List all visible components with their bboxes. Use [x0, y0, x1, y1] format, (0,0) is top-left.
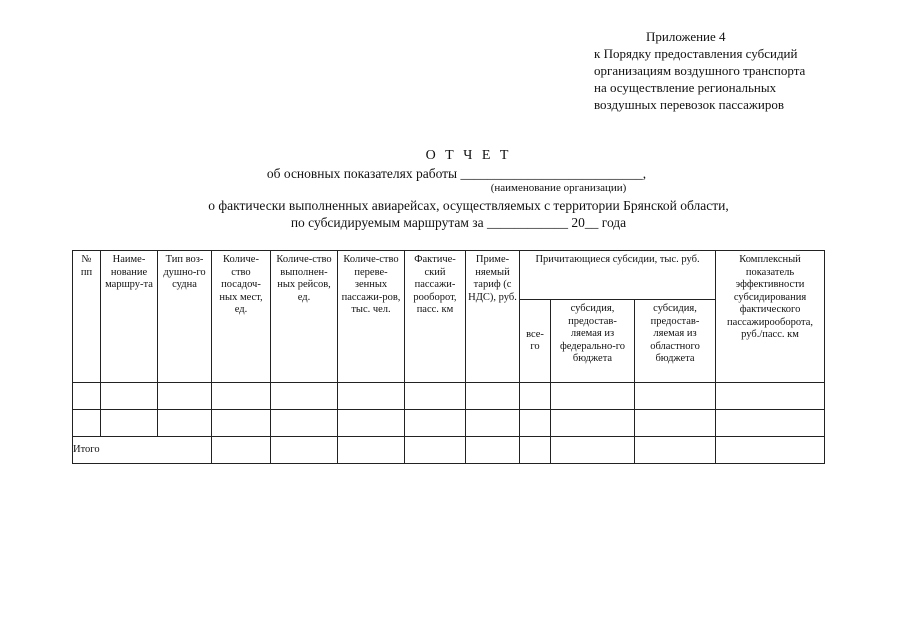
table-cell [338, 437, 405, 464]
appendix-line: Приложение 4 [646, 29, 726, 44]
table-cell [551, 383, 635, 410]
table-cell [212, 410, 271, 437]
header-cell-passengers: Количе-ство переве-зенных пассажи-ров, тыс. чел. [338, 251, 405, 383]
appendix-line: организациям воздушного транспорта [594, 63, 806, 78]
header-cell-number: № пп [73, 251, 101, 383]
table-cell [338, 383, 405, 410]
table-cell [716, 437, 825, 464]
table-cell [635, 437, 716, 464]
table-cell [158, 410, 212, 437]
header-cell-subsidies: Причитающиеся субсидии, тыс. руб. [520, 251, 716, 300]
subheader-cell-total: все-го [520, 300, 551, 383]
table-cell [716, 383, 825, 410]
header-cell-tariff: Приме-няемый тариф (с НДС), руб. [466, 251, 520, 383]
report-title: О Т Ч Е Т [425, 148, 512, 163]
appendix-line: к Порядку предоставления субсидий [594, 46, 798, 61]
table-cell [520, 410, 551, 437]
report-table [72, 250, 825, 464]
table-cell [271, 437, 338, 464]
table-cell [635, 383, 716, 410]
header-cell-efficiency: Комплексный показатель эффективности субсидирования фактического пассажирооборота, руб./пасс. км [716, 251, 825, 383]
table-cell [73, 410, 101, 437]
table-cell [338, 410, 405, 437]
table-cell [466, 437, 520, 464]
subheader-cell-regional: субсидия, предостав-ляемая из областного бюджета [635, 300, 716, 383]
header-cell-aircraft-type: Тип воз-душно-го судна [158, 251, 212, 383]
report-subtitle-line: об основных показателях работы ___________________________, [266, 166, 647, 181]
table-cell [271, 410, 338, 437]
subheader-cell-federal: субсидия, предостав-ляемая из федерально-го бюджета [551, 300, 635, 383]
organization-caption: (наименование организации) [490, 182, 627, 194]
report-period-line: по субсидируемым маршрутам за ____________ 20__ года [290, 215, 627, 230]
table-cell [405, 410, 466, 437]
table-cell [466, 383, 520, 410]
table-cell [405, 437, 466, 464]
table-cell [551, 437, 635, 464]
table-cell [716, 410, 825, 437]
table-cell [635, 410, 716, 437]
appendix-line: на осуществление региональных [594, 80, 777, 95]
table-cell [101, 383, 158, 410]
appendix-block [594, 28, 805, 113]
appendix-line: воздушных перевозок пассажиров [594, 97, 784, 112]
table-row [73, 383, 825, 410]
total-label: Итого [73, 437, 212, 464]
table-cell [73, 383, 101, 410]
table-cell [212, 383, 271, 410]
table-cell [101, 410, 158, 437]
total-row [73, 437, 825, 464]
header-cell-seats: Количе-ство посадоч-ных мест, ед. [212, 251, 271, 383]
table-cell [520, 437, 551, 464]
header-cell-passenger-turnover: Фактиче-ский пассажи-рооборот, пасс. км [405, 251, 466, 383]
table-cell [158, 383, 212, 410]
header-cell-flights: Количе-ство выполнен-ных рейсов, ед. [271, 251, 338, 383]
table-cell [271, 383, 338, 410]
table-cell [212, 437, 271, 464]
table-row [73, 410, 825, 437]
table-cell [520, 383, 551, 410]
header-cell-route: Наиме-нование маршру-та [101, 251, 158, 383]
table-cell [405, 383, 466, 410]
table-cell [466, 410, 520, 437]
table-cell [551, 410, 635, 437]
report-subtitle-line: о фактически выполненных авиарейсах, осуществляемых с территории Брянской области, [208, 198, 729, 213]
